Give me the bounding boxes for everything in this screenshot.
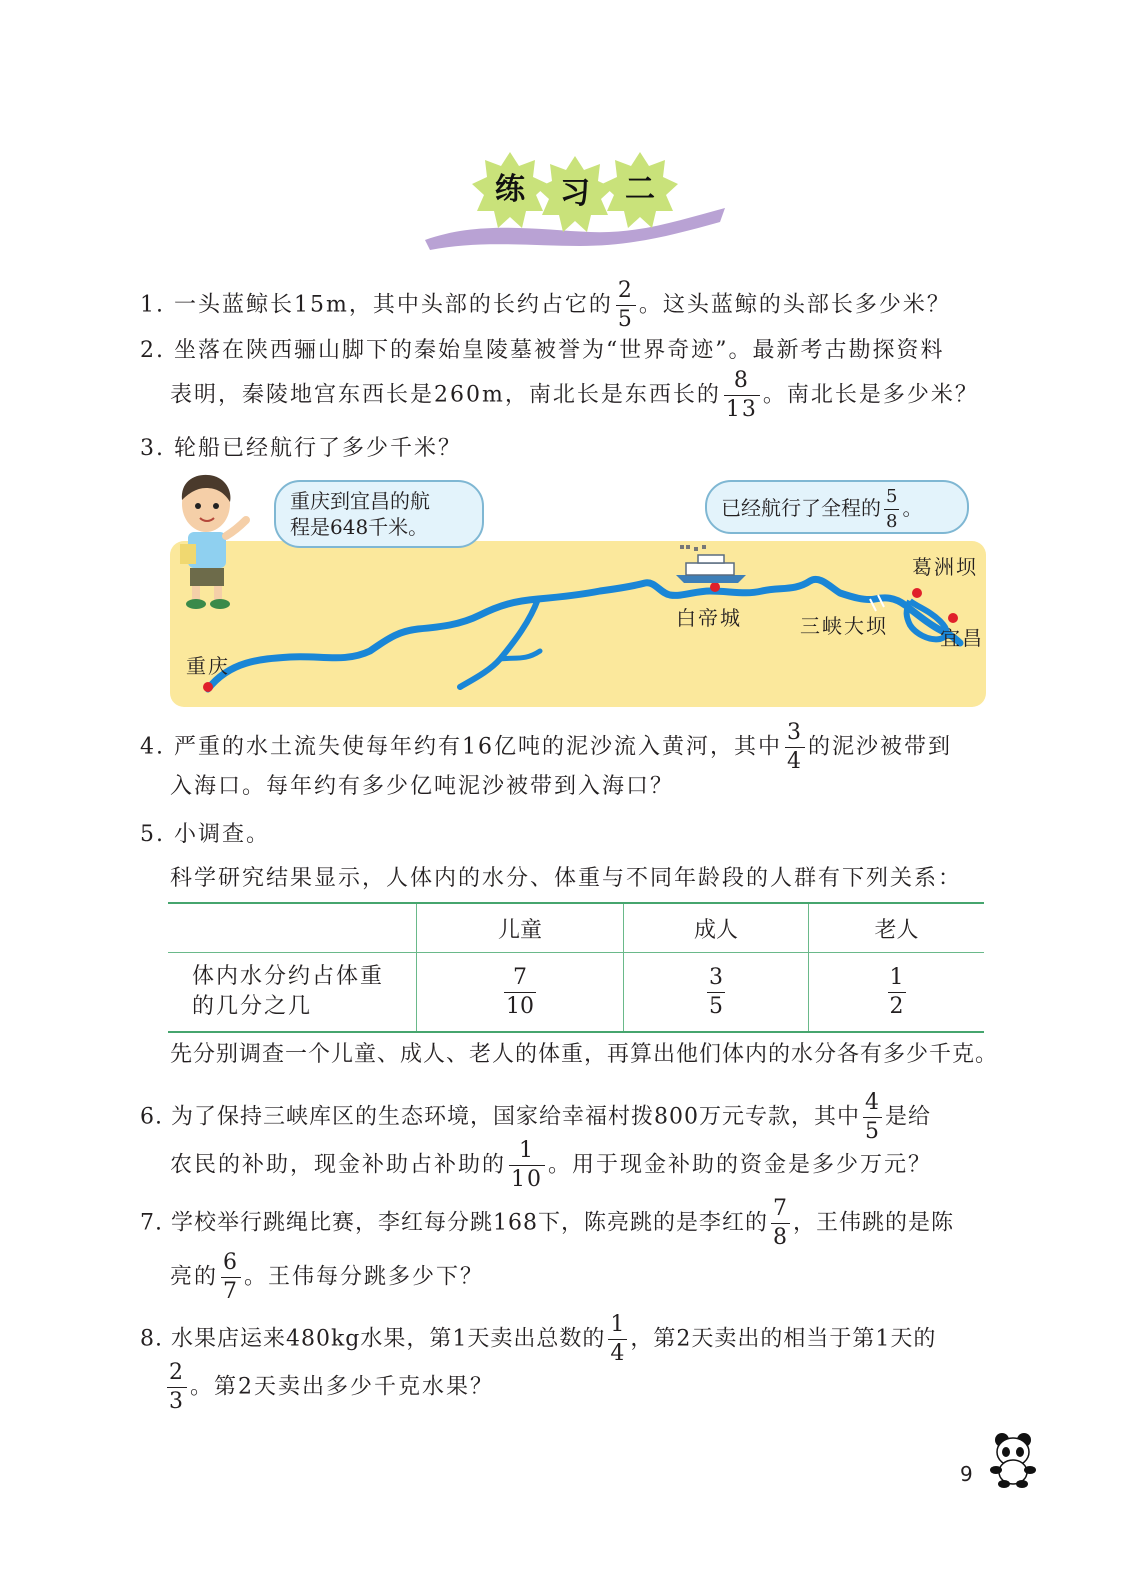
panda-icon [986,1432,1038,1488]
fraction: $\frac{4}{5}$ [864,1090,880,1144]
table-header-elderly: 老人 [809,903,985,953]
question-8-line-1: 8. 水果店运来480kg水果，第1天卖出总数的 $\frac{1}{4}$ ，第2天卖出的相当于第1天的 [140,1312,937,1366]
table-header-row [168,903,984,953]
label-baidicheng: 白帝城 [676,606,742,630]
survey-table [168,902,984,1033]
question-7-line-2: 亮的 $\frac{6}{7}$ 。王伟每分跳多少下？ [170,1250,485,1304]
question-8-line-2: $\frac{2}{3}$ 。第2天卖出多少千克水果？ [169,1360,494,1414]
label-chongqing: 重庆 [186,654,230,678]
fraction: $\frac{1}{10}$ [511,1138,544,1192]
question-1: 1. 一头蓝鲸长15m，其中头部的长约占它的 $\frac{2}{5}$ 。这头蓝鲸的头部长多少米？ [140,278,951,332]
fraction: $\frac{2}{3}$ [169,1360,185,1414]
question-6-line-2: 农民的补助，现金补助占补助的 $\frac{1}{10}$ 。用于现金补助的资金是多少万元？ [170,1138,933,1192]
question-5-title: 5. 小调查。 [140,822,270,847]
question-5-followup: 先分别调查一个儿童、成人、老人的体重，再算出他们体内的水分各有多少千克。 [170,1042,999,1067]
fraction: $\frac{2}{5}$ [617,278,634,332]
question-7-line-1: 7. 学校举行跳绳比赛，李红每分跳168下，陈亮跳的是李红的 $\frac{7}{8}$ ，王伟跳的是陈 [140,1196,954,1250]
ship-icon [672,545,752,585]
boy-icon [170,470,250,612]
table-row [168,953,984,1033]
fraction: $\frac{7}{8}$ [772,1196,788,1250]
table-header-child: 儿童 [417,903,624,953]
table-row-label: 体内水分约占体重 的几分之几 [192,964,385,1019]
fraction: $\frac{8}{13}$ [725,368,758,422]
fraction: $\frac{6}{7}$ [223,1250,240,1304]
speech-bubble-boy: 重庆到宜昌的航 程是648千米。 [274,480,484,548]
question-3: 3. 轮船已经航行了多少千米？ [140,436,462,461]
label-yichang: 宜昌 [940,626,984,650]
title-star-1: 练 [470,150,550,230]
title-star-2: 习 [535,154,615,234]
table-cell-adult: $\frac{3}{5}$ [624,953,809,1033]
fraction: $\frac{3}{4}$ [786,720,803,774]
page-number: 9 [960,1462,973,1486]
question-4-line-1: 4. 严重的水土流失使每年约有16亿吨的泥沙流入黄河，其中 $\frac{3}{4}$ 的泥沙被带到 [140,720,952,774]
question-2-line-2: 表明，秦陵地宫东西长是260m，南北长是东西长的 $\frac{8}{13}$ 。南北长是多少米？ [170,368,979,422]
table-cell-child: $\frac{7}{10}$ [417,953,624,1033]
table-cell-elderly: $\frac{1}{2}$ [809,953,985,1033]
table-header-empty [168,903,417,953]
title-star-3: 二 [600,150,680,230]
question-4-line-2: 入海口。每年约有多少亿吨泥沙被带到入海口？ [170,774,675,799]
question-5-intro: 科学研究结果显示，人体内的水分、体重与不同年龄段的人群有下列关系： [170,866,963,891]
question-6-line-1: 6. 为了保持三峡库区的生态环境，国家给幸福村拨800万元专款，其中 $\frac{4}{5}$ 是给 [140,1090,931,1144]
table-header-adult: 成人 [624,903,809,953]
section-title [420,150,730,260]
label-sanxia: 三峡大坝 [800,614,888,638]
label-gezhouba: 葛洲坝 [912,555,978,579]
fraction: $\frac{5}{8}$ [886,486,898,532]
fraction: $\frac{1}{4}$ [610,1312,626,1366]
question-2-line-1: 2. 坐落在陕西骊山脚下的秦始皇陵墓被誉为“世界奇迹”。最新考古勘探资料 [140,338,945,363]
speech-bubble-ship: 已经航行了全程的 $\frac{5}{8}$ 。 [705,480,969,534]
